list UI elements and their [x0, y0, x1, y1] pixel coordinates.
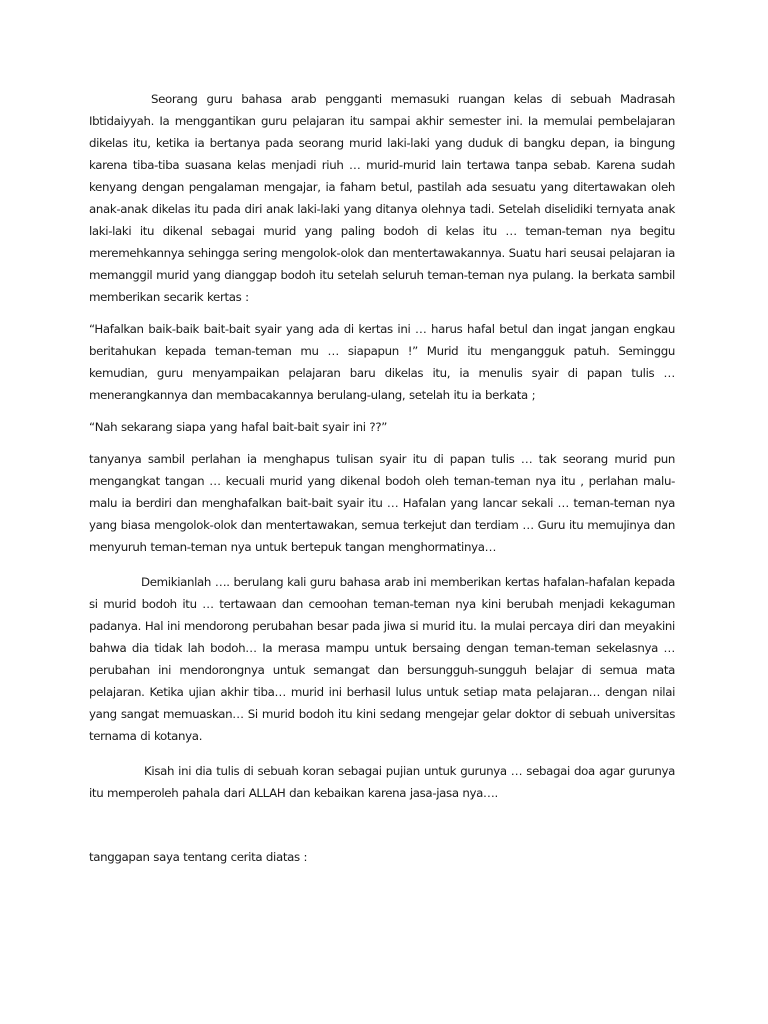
- paragraph-teacher-question: “Nah sekarang siapa yang hafal bait-bait syair ini ??”: [89, 420, 388, 434]
- paragraph-student-recites: tanyanya sambil perlahan ia menghapus tulisan syair itu di papan tulis … tak seorang murid pun mengangkat tangan … kecuali murid yang dikenal bodoh oleh teman-teman nya itu , perlahan malu-malu ia berdiri dan menghafalkan bait-bait syair itu … Hafalan yang lancar sekali … teman-teman nya yang biasa mengolok-olok dan mentertawakan, semua terkejut dan terdiam … Guru itu memujinya dan menyuruh teman-teman nya untuk bertepuk tangan menghormatinya…: [89, 452, 675, 554]
- response-prompt: tanggapan saya tentang cerita diatas :: [89, 850, 308, 864]
- paragraph-story-intro: Seorang guru bahasa arab pengganti memasuki ruangan kelas di sebuah Madrasah Ibtidaiyyah. Ia menggantikan guru pelajaran itu sampai akhir semester ini. Ia memulai pembelajaran dikelas itu, ketika ia bertanya pada seorang murid laki-laki yang duduk di bangku depan, ia bingung karena tiba-tiba suasana kelas menjadi riuh … murid-murid lain tertawa tanpa sebab. Karena sudah kenyang dengan pengalaman mengajar, ia faham betul, pastilah ada sesuatu yang ditertawakan oleh anak-anak dikelas itu pada diri anak laki-laki yang ditanya olehnya tadi. Setelah diselidiki ternyata anak laki-laki itu dikenal sebagai murid yang paling bodoh di kelas itu … teman-teman nya begitu meremehkannya sehingga sering mengolok-olok dan mentertawakannya. Suatu hari seusai pelajaran ia memanggil murid yang dianggap bodoh itu setelah seluruh teman-teman nya pulang. Ia berkata sambil memberikan secarik kertas :: [89, 92, 675, 304]
- paragraph-story-closing: Kisah ini dia tulis di sebuah koran sebagai pujian untuk gurunya … sebagai doa agar gurunya itu memperoleh pahala dari ALLAH dan kebaikan karena jasa-jasa nya….: [89, 764, 675, 800]
- paragraph-teacher-instruction: “Hafalkan baik-baik bait-bait syair yang ada di kertas ini … harus hafal betul dan ingat jangan engkau beritahukan kepada teman-teman mu … siapapun !” Murid itu mengangguk patuh. Seminggu kemudian, guru menyampaikan pelajaran baru dikelas itu, ia menulis syair di papan tulis … menerangkannya dan membacakannya berulang-ulang, setelah itu ia berkata ;: [89, 322, 675, 402]
- document-page: [89, 88, 675, 868]
- paragraph-student-transformation: Demikianlah …. berulang kali guru bahasa arab ini memberikan kertas hafalan-hafalan kepada si murid bodoh itu … tertawaan dan cemoohan teman-teman nya kini berubah menjadi kekaguman padanya. Hal ini mendorong perubahan besar pada jiwa si murid itu. Ia mulai percaya diri dan meyakini bahwa dia tidak lah bodoh… Ia merasa mampu untuk bersaing dengan teman-teman sekelasnya … perubahan ini mendorongnya untuk semangat dan bersungguh-sungguh belajar di semua mata pelajaran. Ketika ujian akhir tiba… murid ini berhasil lulus untuk setiap mata pelajaran… dengan nilai yang sangat memuaskan… Si murid bodoh itu kini sedang mengejar gelar doktor di sebuah universitas ternama di kotanya.: [89, 575, 675, 743]
